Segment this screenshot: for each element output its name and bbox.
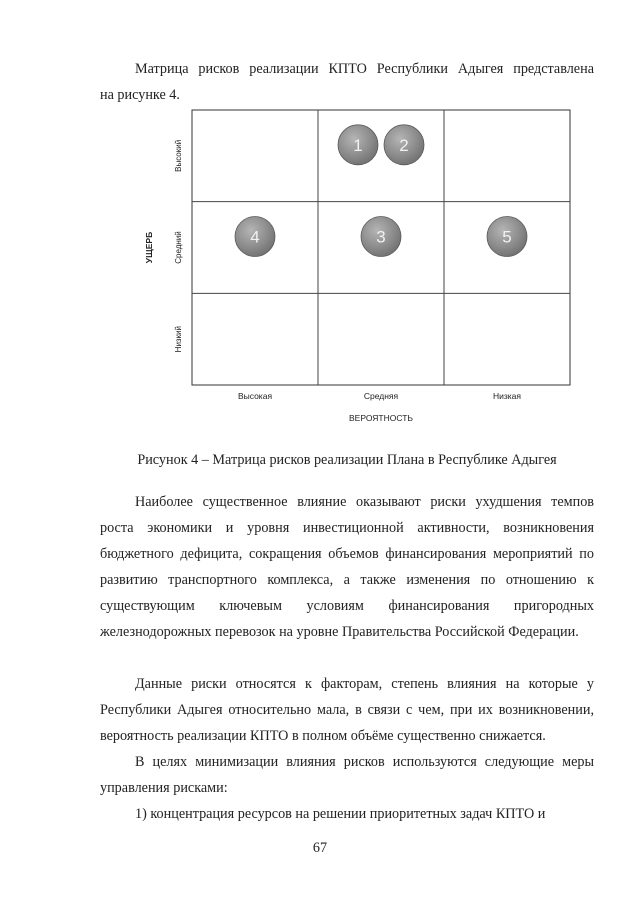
- y-tick-label: Средний: [174, 231, 183, 264]
- figure-caption: Рисунок 4 – Матрица рисков реализации Плана в Республике Адыгея: [137, 452, 557, 468]
- y-axis-title: УЩЕРБ: [144, 231, 154, 264]
- x-axis-title: ВЕРОЯТНОСТЬ: [349, 413, 413, 423]
- paragraph-3: В целях минимизации влияния рисков используются следующие меры управления рисками:: [100, 754, 594, 796]
- x-tick-label: Высокая: [237, 391, 273, 401]
- intro-line-2: на рисунке 4.: [100, 87, 180, 103]
- y-tick-label: Высокий: [174, 139, 183, 172]
- axis-labels: [144, 140, 521, 423]
- risk-point-label: 3: [376, 227, 386, 247]
- risk-point-label: 2: [399, 135, 409, 155]
- y-tick-label: Низкий: [174, 325, 183, 353]
- paragraph-1: Наиболее существенное влияние оказывают риски ухудшения темпов роста экономики и уровня инвестиционной активности, возникновения бюджетного дефицита, сокращения объемов финансирования мероприятий по развитию транспортного комплекса, а также изменения по отношению к существующим ключевым условиям финансирования пригородных железнодорожных перевозок на уровне Правительства Российской Федерации.: [100, 494, 594, 640]
- paragraph-2: Данные риски относятся к факторам, степень влияния на которые у Республики Адыгея относительно мала, в связи с чем, при их возникновении, вероятность реализации КПТО в полном объёме существенно снижается.: [100, 676, 594, 744]
- intro-line-1: Матрица рисков реализации КПТО Республики Адыгея представлена: [135, 61, 594, 77]
- x-tick-label: Низкая: [492, 391, 522, 401]
- paragraph-4: 1) концентрация ресурсов на решении приоритетных задач КПТО и: [135, 806, 546, 822]
- x-tick-label: Средняя: [363, 391, 399, 401]
- risk-point-label: 1: [353, 135, 363, 155]
- risk-points: [235, 125, 527, 257]
- risk-point-label: 5: [502, 227, 512, 247]
- risk-matrix-chart: [0, 0, 640, 440]
- risk-point-label: 4: [250, 227, 260, 247]
- page-number: 67: [312, 840, 328, 856]
